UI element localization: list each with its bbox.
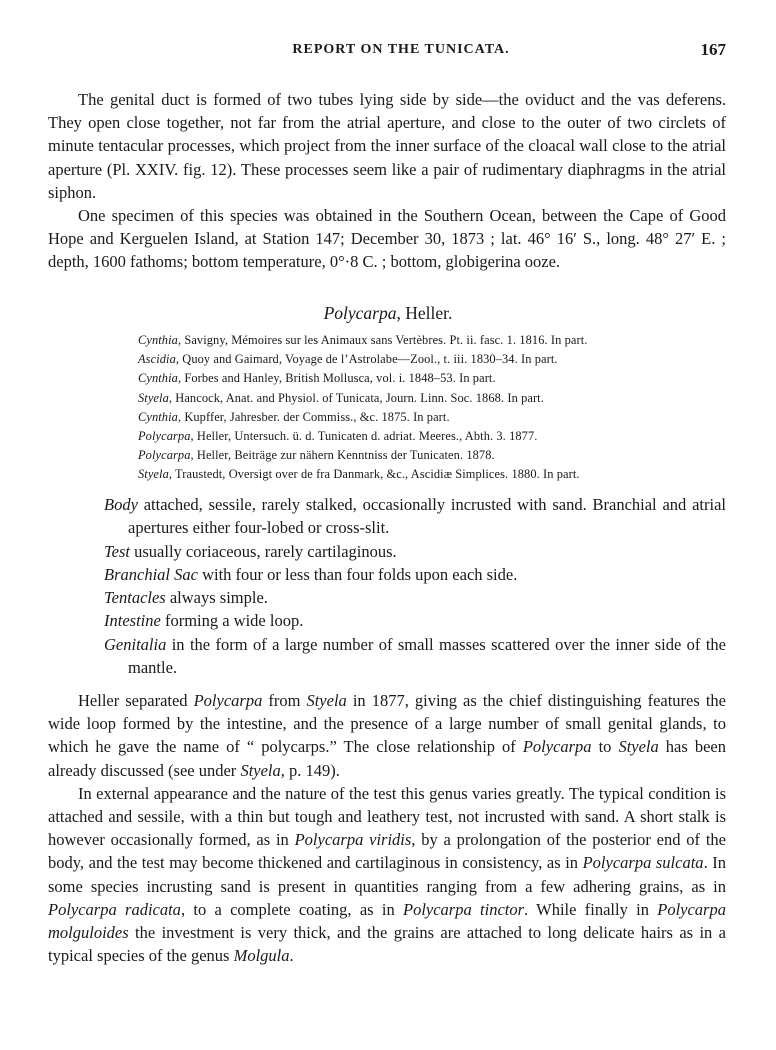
diagnosis-genitalia xyxy=(104,633,726,680)
synonym-genus: Styela xyxy=(138,390,169,405)
diagnosis-intestine xyxy=(104,609,726,632)
text-run: the investment is very thick, and the grains are attached to long delicate hairs as in a typical species of the genus xyxy=(48,923,726,966)
synonym-genus: Polycarpa xyxy=(138,429,191,444)
taxon-name: Polycarpa tinctor xyxy=(403,899,525,919)
taxon-name: Molgula xyxy=(233,946,290,966)
text-run: . While finally in xyxy=(524,899,658,919)
text-run: has been already discussed (see under xyxy=(48,737,726,780)
paragraph-heller-separation xyxy=(48,689,726,782)
synonym-entry xyxy=(138,369,728,388)
synonym-citation: , Traustedt, Oversigt over de fra Danmark, &c., Ascidiæ Simplices. 1880. In part. xyxy=(168,467,580,482)
page-number: 167 xyxy=(700,40,726,59)
text-run: , by a prolongation of the posterior end of the body, and the test may become thickened and cartilaginous in consistency, as in xyxy=(48,830,726,873)
synonym-citation: , Hancock, Anat. and Physiol. of Tunicata, Journ. Linn. Soc. 1868. In part. xyxy=(168,390,544,405)
genus-name: Polycarpa xyxy=(323,303,397,323)
synonym-citation: , Forbes and Hanley, British Mollusca, vol. i. 1848–53. In part. xyxy=(177,371,496,386)
discussion-paragraphs xyxy=(48,689,726,967)
taxon-name: Styela xyxy=(240,760,281,780)
genus-heading xyxy=(0,303,776,324)
diagnosis-text: forming a wide loop. xyxy=(160,611,304,631)
text-run: Heller separated xyxy=(78,691,194,710)
taxon-name: Polycarpa sulcata xyxy=(582,853,704,873)
synonym-genus: Cynthia xyxy=(138,333,178,347)
taxon-name: Styela xyxy=(306,691,347,710)
synonym-citation: , Heller, Untersuch. ü. d. Tunicaten d. adriat. Meeres., Abth. 3. 1877. xyxy=(190,429,538,444)
text-run: from xyxy=(262,691,307,710)
synonym-genus: Styela xyxy=(138,467,169,482)
diagnosis-body xyxy=(104,493,726,540)
taxon-name: Styela xyxy=(618,737,659,757)
diagnosis-text: usually coriaceous, rarely cartilaginous. xyxy=(130,541,397,561)
diagnosis-text: in the form of a large number of small masses scattered over the inner side of the mantle. xyxy=(128,634,726,678)
synonym-genus: Cynthia xyxy=(138,409,178,424)
text-run: to xyxy=(591,737,619,757)
diagnosis-term: Genitalia xyxy=(104,634,167,654)
diagnosis-test xyxy=(104,540,726,563)
paragraph-external-appearance xyxy=(48,782,726,968)
diagnosis-term: Test xyxy=(104,541,130,561)
synonym-citation: , Kupffer, Jahresber. der Commiss., &c. 1875. In part. xyxy=(177,409,450,424)
synonym-entry xyxy=(138,331,728,350)
taxon-name: Polycarpa xyxy=(193,691,263,710)
genus-author: , Heller. xyxy=(396,303,453,323)
diagnosis-term: Body xyxy=(104,495,138,514)
diagnosis-text: attached, sessile, rarely stalked, occasionally incrusted with sand. Branchial and atrial apertures either four-lobed or cross-slit. xyxy=(128,495,726,538)
synonym-entry xyxy=(138,408,728,427)
synonym-genus: Polycarpa xyxy=(138,448,191,463)
taxon-name: Polycarpa viridis xyxy=(294,830,412,850)
diagnosis-text: always simple. xyxy=(165,588,268,608)
taxon-name: Polycarpa xyxy=(522,737,592,757)
opening-paragraphs xyxy=(48,88,726,274)
synonymy-list xyxy=(138,331,728,485)
diagnosis-term: Branchial Sac xyxy=(104,564,198,584)
synonym-entry xyxy=(138,446,728,465)
synonym-entry xyxy=(138,465,728,484)
diagnosis-branchial-sac xyxy=(104,563,726,586)
synonym-citation: , Savigny, Mémoires sur les Animaux sans Vertèbres. Pt. ii. fasc. 1. 1816. In part. xyxy=(177,333,588,347)
text-run: In external appearance and the nature of the test this genus varies greatly. The typical condition is attached and sessile, with a thin but tough and leathery test, not incrusted with sand. A short stalk is however occasionally formed, as in xyxy=(48,783,726,850)
synonym-entry xyxy=(138,389,728,408)
text-run: , p. 149). xyxy=(280,760,340,780)
running-title: REPORT ON THE TUNICATA. xyxy=(292,42,510,57)
text-run: in 1877, giving as the chief distinguishing features the wide loop formed by the intestine, and the presence of a large number of small genital glands, to which he gave the name of “ polycarps.” The close relationship of xyxy=(48,691,726,757)
text-run: . In some species incrusting sand is present in quantities ranging from a few adhering grains, as in xyxy=(48,853,726,896)
synonym-citation: , Heller, Beiträge zur nähern Kenntniss der Tunicaten. 1878. xyxy=(190,448,495,463)
diagnosis-term: Tentacles xyxy=(104,588,166,608)
taxon-name: Polycarpa molguloides xyxy=(48,899,726,943)
synonym-genus: Cynthia xyxy=(138,371,178,386)
running-head xyxy=(76,42,726,64)
text-run: , to a complete coating, as in xyxy=(180,899,403,919)
text-run: . xyxy=(289,946,294,966)
diagnosis-tentacles xyxy=(104,586,726,609)
taxon-name: Polycarpa radicata xyxy=(48,899,181,919)
synonym-entry xyxy=(138,350,728,369)
diagnosis-term: Intestine xyxy=(104,611,161,631)
synonym-citation: , Quoy and Gaimard, Voyage de l’Astrolabe—Zool., t. iii. 1830–34. In part. xyxy=(175,352,558,367)
synonym-entry xyxy=(138,427,728,446)
synonym-genus: Ascidia xyxy=(138,352,176,367)
paragraph-genital-duct: The genital duct is formed of two tubes lying side by side—the oviduct and the vas deferens. They open close together, not far from the atrial aperture, and close to the outer of two circlets of minute tentacular processes, which project from the inner surface of the cloacal wall close to the atrial aperture (Pl. XXIV. fig. 12). These processes seem like a pair of rudimentary diaphragms in the atrial siphon. xyxy=(48,90,726,202)
paragraph-specimen-locality: One specimen of this species was obtained in the Southern Ocean, between the Cape of Good Hope and Kerguelen Island, at Station 147; December 30, 1873 ; lat. 46° 16′ S., long. 48° 27′ E. ; depth, 1600 fathoms; bottom temperature, 0°·8 C. ; bottom, globigerina ooze. xyxy=(48,206,726,272)
diagnosis-text: with four or less than four folds upon each side. xyxy=(197,564,518,584)
genus-diagnosis xyxy=(104,493,726,679)
